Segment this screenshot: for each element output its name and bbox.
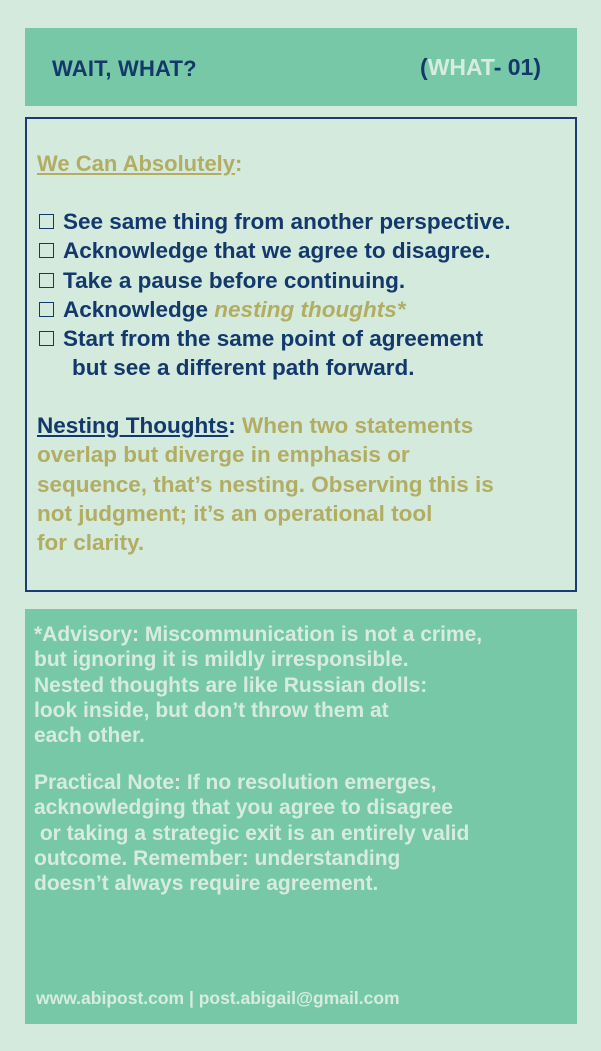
nesting-line: sequence, that’s nesting. Observing this is	[37, 471, 494, 497]
advisory-line: each other.	[34, 724, 145, 748]
nesting-label: Nesting Thoughts	[37, 413, 229, 438]
nesting-line	[37, 411, 557, 440]
checklist-item-label: See same thing from another perspective.	[63, 209, 511, 234]
card-code	[420, 54, 541, 81]
advisory-line: look inside, but don’t throw them at	[34, 698, 389, 722]
practical-note-line: acknowledging that you agree to disagree	[34, 796, 453, 820]
card-code-open: (	[420, 54, 428, 80]
nesting-line: for clarity.	[37, 530, 145, 556]
checklist-item[interactable]	[39, 266, 579, 295]
header-banner	[25, 28, 577, 106]
checklist-item-label: Take a pause before continuing.	[63, 267, 406, 293]
checklist-item-label: Start from the same point of agreement	[63, 326, 484, 352]
checklist-item-label: Acknowledge that we agree to disagree.	[63, 238, 491, 264]
nesting-colon: :	[228, 413, 236, 438]
checkbox-icon[interactable]	[39, 214, 54, 229]
advisory-line: *Advisory: Miscommunication is not a crime,	[34, 623, 483, 646]
practical-note-line: Practical Note: If no resolution emerges,	[34, 771, 437, 794]
checklist-item-continuation: but see a different path forward.	[72, 355, 415, 381]
card-code-highlight: WHAT	[427, 54, 494, 80]
checkbox-icon[interactable]	[39, 273, 54, 288]
card-code-rest: - 01)	[493, 54, 541, 80]
nesting-line: overlap but diverge in emphasis or	[37, 442, 410, 468]
page-title: WAIT, WHAT?	[52, 56, 197, 81]
checklist	[39, 207, 579, 383]
checklist-item[interactable]	[39, 324, 579, 353]
footer-contact[interactable]: www.abipost.com | post.abigail@gmail.com	[36, 988, 400, 1008]
checklist-heading-text: We Can Absolutely	[37, 151, 236, 176]
checklist-item[interactable]	[39, 295, 579, 324]
main-content-box	[25, 117, 577, 592]
practical-note-text	[34, 770, 469, 896]
checkbox-icon[interactable]	[39, 331, 54, 346]
nesting-text: When two statements	[235, 413, 474, 438]
checkbox-icon[interactable]	[39, 302, 54, 317]
advisory-line: Nested thoughts are like Russian dolls:	[34, 673, 428, 697]
advisory-panel	[25, 609, 577, 1024]
advisory-text	[34, 622, 482, 748]
advisory-line: but ignoring it is mildly irresponsible.	[34, 648, 409, 672]
practical-note-line: or taking a strategic exit is an entirely valid	[34, 821, 470, 845]
checklist-item[interactable]	[39, 236, 579, 265]
checklist-heading-colon: :	[235, 151, 243, 176]
checklist-heading	[37, 151, 242, 177]
nesting-definition	[37, 411, 557, 557]
practical-note-line: outcome. Remember: understanding	[34, 846, 401, 870]
practical-note-line: doesn’t always require agreement.	[34, 872, 379, 896]
checkbox-icon[interactable]	[39, 243, 54, 258]
checklist-item[interactable]	[39, 207, 579, 236]
nesting-line: not judgment; it’s an operational tool	[37, 500, 433, 526]
checklist-item-label: Acknowledge	[63, 296, 215, 322]
checklist-item-emphasis: nesting thoughts*	[214, 296, 406, 322]
